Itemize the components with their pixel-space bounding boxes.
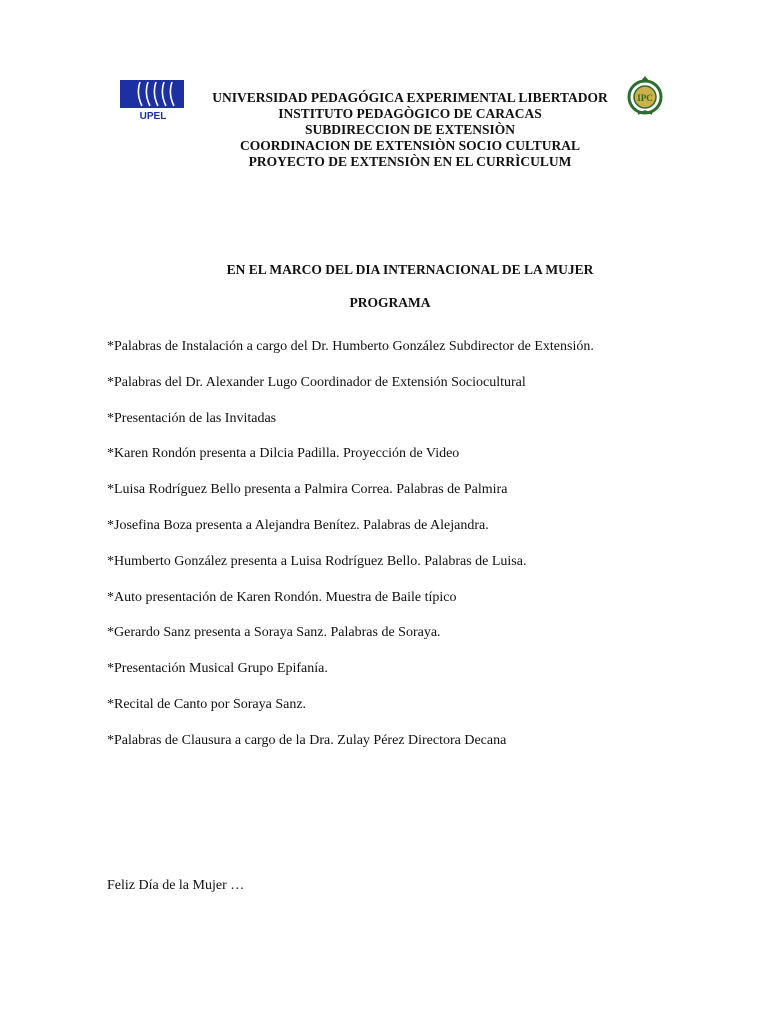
programa-title: PROGRAMA [349, 295, 431, 310]
program-item: *Karen Rondón presenta a Dilcia Padilla. Proyección de Video [107, 446, 460, 462]
institution-header [190, 90, 630, 170]
header-line-institute: INSTITUTO PEDAGÒGICO DE CARACAS [278, 106, 542, 121]
header-line-subdirection: SUBDIRECCION DE EXTENSIÒN [304, 122, 516, 137]
upel-logo-text: UPEL [139, 111, 167, 122]
program-item: *Recital de Canto por Soraya Sanz. [107, 696, 307, 712]
event-subtitle: EN EL MARCO DEL DIA INTERNACIONAL DE LA MUJER [226, 262, 594, 277]
program-list [107, 339, 727, 769]
program-item: *Presentación de las Invitadas [107, 410, 277, 426]
program-item: *Josefina Boza presenta a Alejandra Benítez. Palabras de Alejandra. [107, 517, 489, 533]
ipc-seal-logo [624, 74, 666, 118]
header-line-university: UNIVERSIDAD PEDAGÓGICA EXPERIMENTAL LIBERTADOR [212, 90, 608, 105]
closing-greeting: Feliz Día de la Mujer … [107, 878, 245, 893]
program-item: *Auto presentación de Karen Rondón. Muestra de Baile típico [107, 589, 457, 605]
program-item: *Palabras de Instalación a cargo del Dr. Humberto González Subdirector de Extensión. [107, 339, 594, 354]
program-item: *Palabras del Dr. Alexander Lugo Coordinador de Extensión Sociocultural [107, 374, 526, 390]
program-item: *Presentación Musical Grupo Epifanía. [107, 661, 328, 677]
ipc-seal-text: IPC [637, 93, 653, 103]
header-line-coordination: COORDINACION DE EXTENSIÒN SOCIO CULTURAL [239, 138, 581, 153]
program-item: *Palabras de Clausura a cargo de la Dra. Zulay Pérez Directora Decana [107, 732, 507, 748]
program-item: *Gerardo Sanz presenta a Soraya Sanz. Palabras de Soraya. [107, 625, 441, 641]
program-item: *Humberto González presenta a Luisa Rodríguez Bello. Palabras de Luisa. [107, 553, 527, 569]
program-item: *Luisa Rodríguez Bello presenta a Palmira Correa. Palabras de Palmira [107, 482, 508, 498]
header-line-project: PROYECTO DE EXTENSIÒN EN EL CURRÌCULUM [248, 154, 572, 169]
upel-logo [118, 78, 188, 122]
